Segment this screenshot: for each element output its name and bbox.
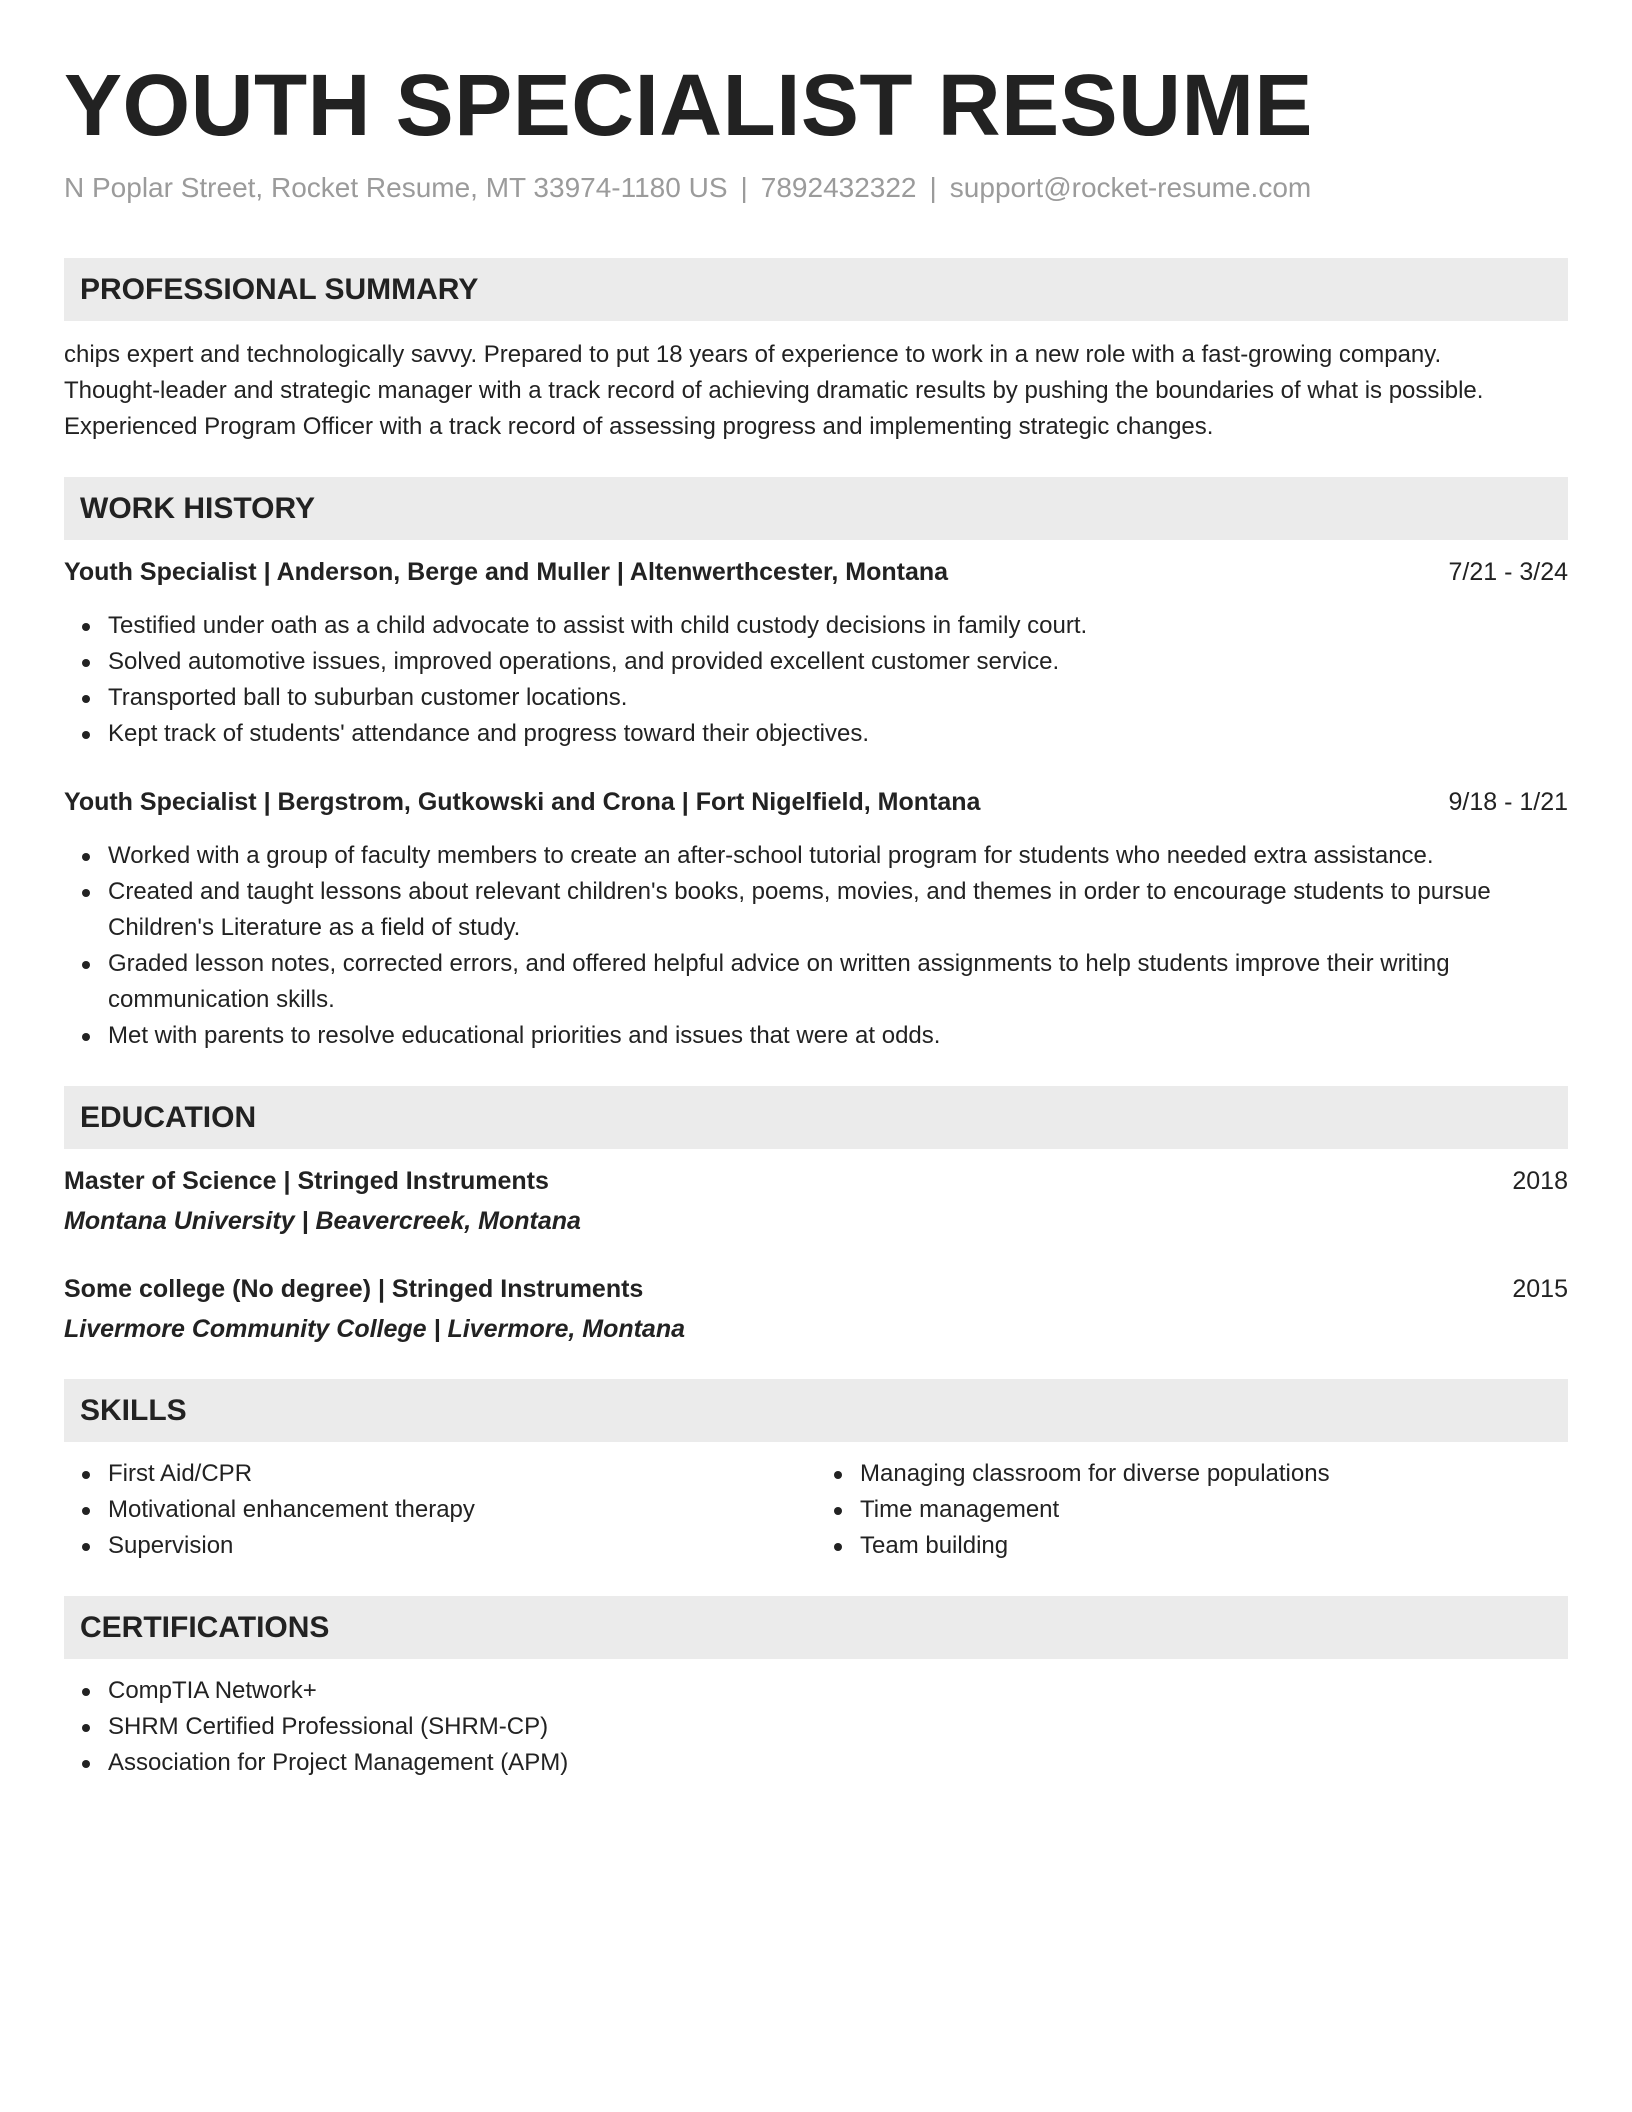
- job-entry: [64, 554, 1568, 752]
- skills-column-left: [64, 1456, 816, 1564]
- job-dates: 7/21 - 3/24: [1448, 558, 1568, 586]
- job-bullet: Solved automotive issues, improved operations, and provided excellent customer service.: [108, 644, 1568, 680]
- job-header: [64, 784, 1568, 820]
- skill-item: Supervision: [108, 1528, 816, 1564]
- section-header-work-history: WORK HISTORY: [64, 477, 1568, 540]
- certification-item: SHRM Certified Professional (SHRM-CP): [108, 1709, 1568, 1745]
- education-school: Montana University | Beavercreek, Montana: [64, 1207, 581, 1235]
- skills-list: [64, 1456, 1568, 1564]
- section-header-certifications: CERTIFICATIONS: [64, 1596, 1568, 1659]
- job-title: Youth Specialist | Bergstrom, Gutkowski and Crona | Fort Nigelfield, Montana: [64, 788, 981, 816]
- education-header: [64, 1163, 1568, 1199]
- education-degree: Master of Science | Stringed Instruments: [64, 1167, 549, 1195]
- certification-item: Association for Project Management (APM): [108, 1745, 1568, 1781]
- job-bullet: Worked with a group of faculty members to create an after-school tutorial program for students who needed extra assistance.: [108, 838, 1568, 874]
- job-bullet: Created and taught lessons about relevant children's books, poems, movies, and themes in order to encourage students to pursue Children's Literature as a field of study.: [108, 874, 1568, 946]
- education-year: 2015: [1512, 1275, 1568, 1303]
- education-entry: [64, 1271, 1568, 1347]
- summary-line: Experienced Program Officer with a track record of assessing progress and implementing strategic changes.: [64, 413, 1214, 440]
- education-entry: [64, 1163, 1568, 1239]
- job-bullet: Testified under oath as a child advocate to assist with child custody decisions in family court.: [108, 608, 1568, 644]
- education-year: 2018: [1512, 1167, 1568, 1195]
- contact-separator: |: [740, 172, 748, 203]
- skill-item: First Aid/CPR: [108, 1456, 816, 1492]
- contact-line: [64, 170, 1568, 206]
- job-bullets: [64, 838, 1568, 1054]
- section-header-summary: PROFESSIONAL SUMMARY: [64, 258, 1568, 321]
- summary-line: Thought-leader and strategic manager with a track record of achieving dramatic results by pushing the boundaries of what is possible.: [64, 377, 1484, 404]
- education-degree: Some college (No degree) | Stringed Instruments: [64, 1275, 644, 1303]
- skill-item: Team building: [860, 1528, 1568, 1564]
- job-bullet: Met with parents to resolve educational priorities and issues that were at odds.: [108, 1018, 1568, 1054]
- job-dates: 9/18 - 1/21: [1448, 788, 1568, 816]
- job-title: Youth Specialist | Anderson, Berge and Muller | Altenwerthcester, Montana: [64, 558, 949, 586]
- certification-item: CompTIA Network+: [108, 1673, 1568, 1709]
- job-bullet: Kept track of students' attendance and progress toward their objectives.: [108, 716, 1568, 752]
- contact-address: N Poplar Street, Rocket Resume, MT 33974-1180 US: [64, 172, 728, 203]
- resume-title: YOUTH SPECIALIST RESUME: [64, 57, 1313, 154]
- skill-item: Managing classroom for diverse populations: [860, 1456, 1568, 1492]
- job-header: [64, 554, 1568, 590]
- section-header-education: EDUCATION: [64, 1086, 1568, 1149]
- skills-column-right: [816, 1456, 1568, 1564]
- skill-item: Motivational enhancement therapy: [108, 1492, 816, 1528]
- contact-email: support@rocket-resume.com: [949, 172, 1312, 203]
- skill-item: Time management: [860, 1492, 1568, 1528]
- skills-bullets: [816, 1456, 1568, 1564]
- job-bullet: Transported ball to suburban customer locations.: [108, 680, 1568, 716]
- education-school: Livermore Community College | Livermore, Montana: [64, 1315, 686, 1343]
- contact-separator: |: [929, 172, 937, 203]
- summary-text: [64, 337, 1568, 445]
- certifications-list: [64, 1673, 1568, 1781]
- job-bullet: Graded lesson notes, corrected errors, and offered helpful advice on written assignments to help students improve their writing communication skills.: [108, 946, 1568, 1018]
- education-header: [64, 1271, 1568, 1307]
- contact-phone: 7892432322: [760, 172, 917, 203]
- skills-bullets: [64, 1456, 816, 1564]
- section-header-skills: SKILLS: [64, 1379, 1568, 1442]
- summary-line: chips expert and technologically savvy. Prepared to put 18 years of experience to work in a new role with a fast-growing company.: [64, 341, 1442, 368]
- job-bullets: [64, 608, 1568, 752]
- job-entry: [64, 784, 1568, 1054]
